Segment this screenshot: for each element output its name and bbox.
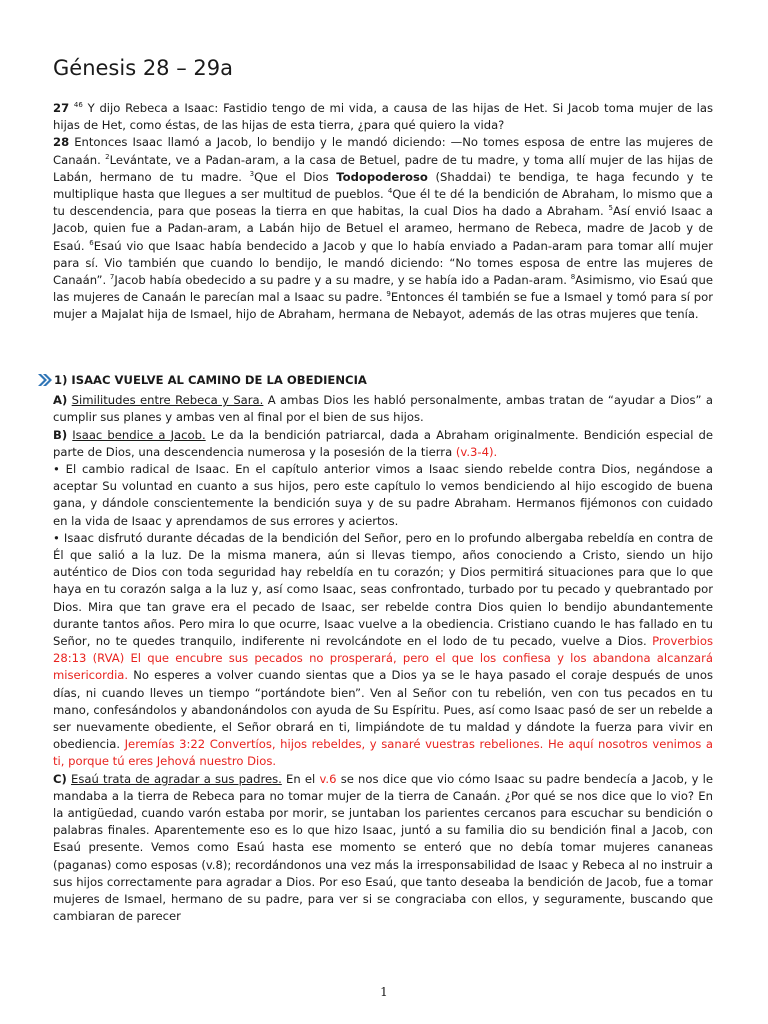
point-a — [53, 392, 713, 426]
point-label: A) — [53, 393, 68, 408]
verse-superscript: 8 — [570, 273, 576, 282]
point-text: En el — [286, 771, 316, 786]
point-text: Le da la bendición patriarcal, dada a Abraham originalmente. Bendición especial de parte de Dios, una descendencia numerosa y la posesión de la tierra — [53, 427, 714, 459]
intro-passage — [53, 100, 713, 324]
verse-reference: (v.3-4). — [455, 444, 498, 459]
verse-reference: v.6 — [319, 771, 337, 786]
verse-superscript: 9 — [386, 290, 391, 299]
verse-text: (Shaddai) te bendiga, te haga fecundo y te multiplique hasta que llegues a ser multitud de pueblos. — [53, 169, 713, 202]
verse-text: Que él te dé la bendición de Abraham, lo mismo que a tu descendencia, para que poseas la tierra en que habitas, la cual Dios ha dado a Abraham. — [53, 187, 713, 219]
verse-text: Que el Dios — [254, 169, 329, 184]
verse-superscript: 2 — [105, 152, 110, 161]
point-text: A ambas Dios les habló personalmente, ambas tratan de “ayudar a Dios” a cumplir sus planes y ambas ven al final por el bien de sus hijos. — [53, 393, 714, 425]
verse-superscript: 7 — [109, 273, 115, 282]
verse-text: Entonces él también se fue a Ismael y tomó para sí por mujer a Majalat hija de Ismael, hijo de Abraham, hermana de Nebayot, además de las otras mujeres que tenía. — [53, 290, 713, 322]
page-number: 1 — [380, 985, 388, 999]
verse-superscript: 6 — [89, 238, 94, 247]
verse-text: Esaú vio que Isaac había bendecido a Jacob y que lo había enviado a Padan-aram para tomar allí mujer para sí. Vio también que cuando lo bendijo, le mandó diciendo: “No tomes esposa de entre las mujeres de Canaán”. — [53, 238, 714, 288]
verse-text: Así envió Isaac a Jacob, quien fue a Padan-aram, a Labán hijo de Betuel el arameo, hermano de Rebeca, madre de Jacob y de Esaú. — [53, 204, 713, 253]
section-body — [53, 372, 713, 926]
point-text: se nos dice que vio cómo Isaac su padre bendecía a Jacob, y le mandaba a la tierra de Rebeca para no tomar mujer de la tierra de Canaán. ¿Por qué se nos dice que lo vio? En la antigüedad, cuando varón estaba por morir, se juntaban los parientes cercanos para escuchar su bendición o palabras finales. Aparentemente eso es lo que hizo Isaac, juntó a su familia dio su bendición final a Jacob, con Esaú presente. Vemos como Esaú hasta ese momento se enteró que no debía tomar mujeres cananeas (paganas) como esposas (v.8); recordándonos una vez más la irresponsabilidad de Isaac y Rebeca al no instruir a sus hijos correctamente para agradar a Dios. Por eso Esaú, que tanto deseaba la bendición de Jacob, fue a tomar mujeres de Ismael, hermano de su padre, para ver si se congraciaba con ellos, y seguramente, buscando que cambiaran de parecer — [53, 771, 714, 924]
point-label: B) — [53, 427, 68, 442]
verse-superscript: 46 — [73, 101, 83, 110]
double-chevron-right-icon — [37, 373, 52, 392]
section-heading-row — [53, 372, 713, 392]
verse-text: Asimismo, vio Esaú que las mujeres de Canaán le parecían mal a Isaac su padre. — [53, 273, 714, 305]
scripture-quote: Proverbios 28:13 (RVA) El que encubre sus pecados no prosperará, pero el que los confiesa y los abandona alcanzará misericordia. — [53, 634, 713, 683]
verse-superscript: 3 — [249, 169, 255, 178]
verse-text: Levántate, ve a Padan-aram, a la casa de Betuel, padre de tu madre, y toma allí mujer de las hijas de Labán, hermano de tu madre. — [53, 152, 713, 184]
point-title: Similitudes entre Rebeca y Sara. — [71, 393, 264, 408]
scripture-quote: Jeremías 3:22 Convertíos, hijos rebeldes, y sanaré vuestras rebeliones. He aquí nosotros venimos a ti, porque tú eres Jehová nuestro Dios. — [53, 737, 714, 769]
bullet-paragraph — [53, 530, 713, 771]
verse-text: Entonces Isaac llamó a Jacob, lo bendijo y le mandó diciendo: —No tomes esposa de entre las mujeres de Canaán. — [53, 135, 714, 167]
verse-text: Y dijo Rebeca a Isaac: Fastidio tengo de mi vida, a causa de las hijas de Het. Si Jacob toma mujer de las hijas de Het, como éstas, de las hijas de esta tierra, ¿para qué quiero la vida? — [53, 101, 713, 133]
verse-bold-word: Todopoderoso — [336, 169, 428, 184]
section-heading: 1) ISAAC VUELVE AL CAMINO DE LA OBEDIENCIA — [54, 373, 367, 387]
paragraph-text: No esperes a volver cuando sientas que a Dios ya se le haya pasado el coraje después de unos días, ni cuando lleves un tiempo “portándote bien”. Ven al Señor con tu rebelión, ven con tus pecados en tu mano, confesándolos y abandonándolos con ayuda de Su Espíritu. Pues, así como Isaac pasó de ser un rebelde a ser nuevamente obediente, el Señor obrará en ti, limpiándote de tu maldad y dándote la fuerza para vivir en obediencia. — [53, 668, 713, 752]
verse-superscript: 4 — [387, 187, 393, 196]
point-c — [53, 771, 713, 926]
point-b — [53, 427, 713, 461]
point-title: Esaú trata de agradar a sus padres. — [71, 771, 282, 786]
bullet-paragraph: • El cambio radical de Isaac. En el capítulo anterior vimos a Isaac siendo rebelde contra Dios, negándose a aceptar Su voluntad en cuanto a sus hijos, pero este capítulo lo vemos bendiciendo al hijo escogido de buena gana, y dándole conscientemente la bendición suya y de su padre Abraham. Hermanos fijémonos con cuidado en la vida de Isaac y aprendamos de sus errores y aciertos. — [53, 462, 713, 528]
paragraph-text: • Isaac disfrutó durante décadas de la bendición del Señor, pero en lo profundo albergaba rebeldía en contra de Él que salió a la luz. De la misma manera, aún si llevas tiempo, años conociendo a Cristo, siendo un hijo auténtico de Dios con toda seguridad hay rebeldía en tu corazón; y Dios permitirá situaciones para que lo que haya en tu corazón salga a la luz y, así como Isaac, seas confrontado, turbado por tu pecado y quebrantado por Dios. Mira que tan grave era el pecado de Isaac, ser rebelde contra Dios quien lo bendijo abundantemente durante tantos años. Pero mira lo que ocurre, Isaac vuelve a la obediencia. Cristiano cuando le has fallado en tu Señor, no te quedes tranquilo, indiferente ni revolcándote en el lodo de tu pecado, vuelve a Dios. — [53, 530, 713, 649]
point-title: Isaac bendice a Jacob. — [72, 427, 206, 442]
verse-superscript: 5 — [608, 204, 613, 213]
verse-text: Jacob había obedecido a su padre y a su madre, y se había ido a Padan-aram. — [114, 273, 567, 288]
verse-number: 28 — [53, 135, 70, 150]
page-title: Génesis 28 – 29a — [53, 56, 233, 80]
verse-number: 27 — [53, 101, 70, 115]
point-label: C) — [53, 771, 67, 786]
